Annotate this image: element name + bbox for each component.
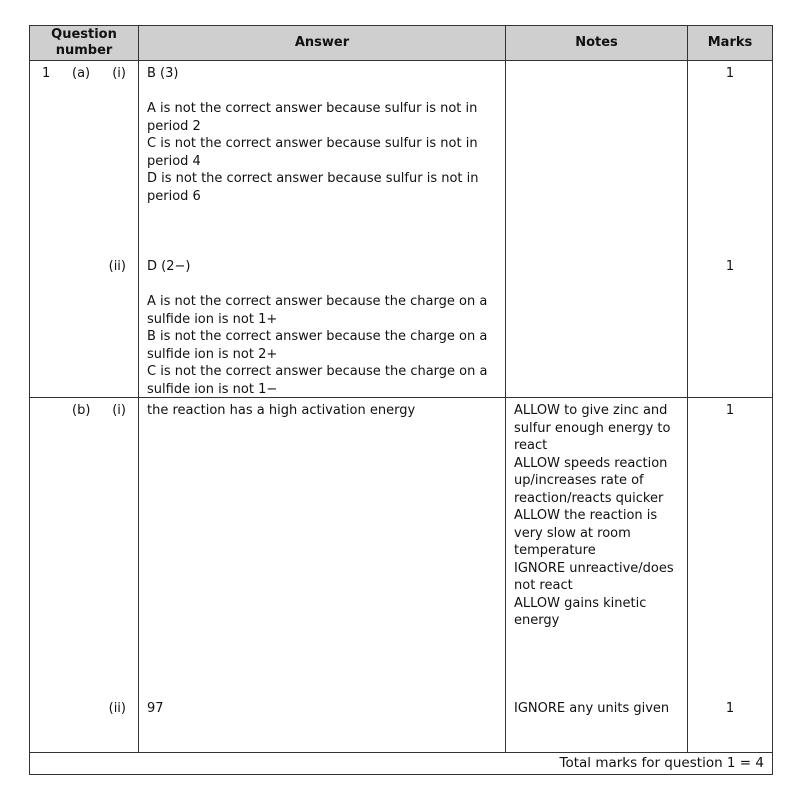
header-answer: Answer <box>139 26 506 61</box>
note-item: ALLOW the reaction is very slow at room temperature <box>514 508 658 558</box>
marks-value: 1 <box>725 66 735 81</box>
mark-scheme-table <box>29 25 773 775</box>
answer-reason: A is not the correct answer because sulfur is not in period 2 <box>147 101 478 134</box>
header-row <box>30 26 773 61</box>
table-row <box>30 61 773 398</box>
total-row <box>30 753 773 775</box>
question-part: (b) <box>72 403 91 418</box>
question-subpart: (i) <box>112 66 126 81</box>
note-item: ALLOW speeds reaction up/increases rate of reaction/reacts quicker <box>514 455 668 506</box>
header-question-number: Question number <box>30 26 139 61</box>
marks-value: 1 <box>725 403 735 418</box>
header-marks: Marks <box>688 26 773 61</box>
answer-main: 97 <box>147 701 164 716</box>
question-subpart: (i) <box>112 403 126 418</box>
question-subpart: (ii) <box>108 259 126 274</box>
question-part: (a) <box>72 66 91 81</box>
marks-cell <box>688 61 773 398</box>
question-number-cell <box>30 61 139 398</box>
marks-value: 1 <box>725 701 735 716</box>
note-item: IGNORE unreactive/does not react <box>514 560 674 593</box>
answer-reason: C is not the correct answer because sulfur is not in period 4 <box>147 136 478 169</box>
question-number: 1 <box>42 66 51 81</box>
answer-reason: A is not the correct answer because the charge on a sulfide ion is not 1+ <box>147 294 488 327</box>
answer-cell <box>139 61 506 398</box>
marks-cell <box>688 398 773 753</box>
note-item: IGNORE any units given <box>514 701 670 716</box>
answer-cell <box>139 398 506 753</box>
answer-reason: C is not the correct answer because the charge on a sulfide ion is not 1− <box>147 364 488 397</box>
answer-reason: D is not the correct answer because sulfur is not in period 6 <box>147 171 479 204</box>
marks-value: 1 <box>725 259 735 274</box>
question-number-cell <box>30 398 139 753</box>
notes-cell <box>506 398 688 753</box>
table-row <box>30 398 773 753</box>
question-subpart: (ii) <box>108 701 126 716</box>
answer-main: B (3) <box>147 66 179 81</box>
total-marks: Total marks for question 1 = 4 <box>30 753 773 775</box>
notes-cell <box>506 61 688 398</box>
answer-reason: B is not the correct answer because the charge on a sulfide ion is not 2+ <box>147 329 488 362</box>
answer-main: D (2−) <box>147 259 191 274</box>
header-notes: Notes <box>506 26 688 61</box>
answer-main: the reaction has a high activation energy <box>147 403 416 418</box>
note-item: ALLOW to give zinc and sulfur enough energy to react <box>514 403 671 453</box>
note-item: ALLOW gains kinetic energy <box>514 595 647 628</box>
